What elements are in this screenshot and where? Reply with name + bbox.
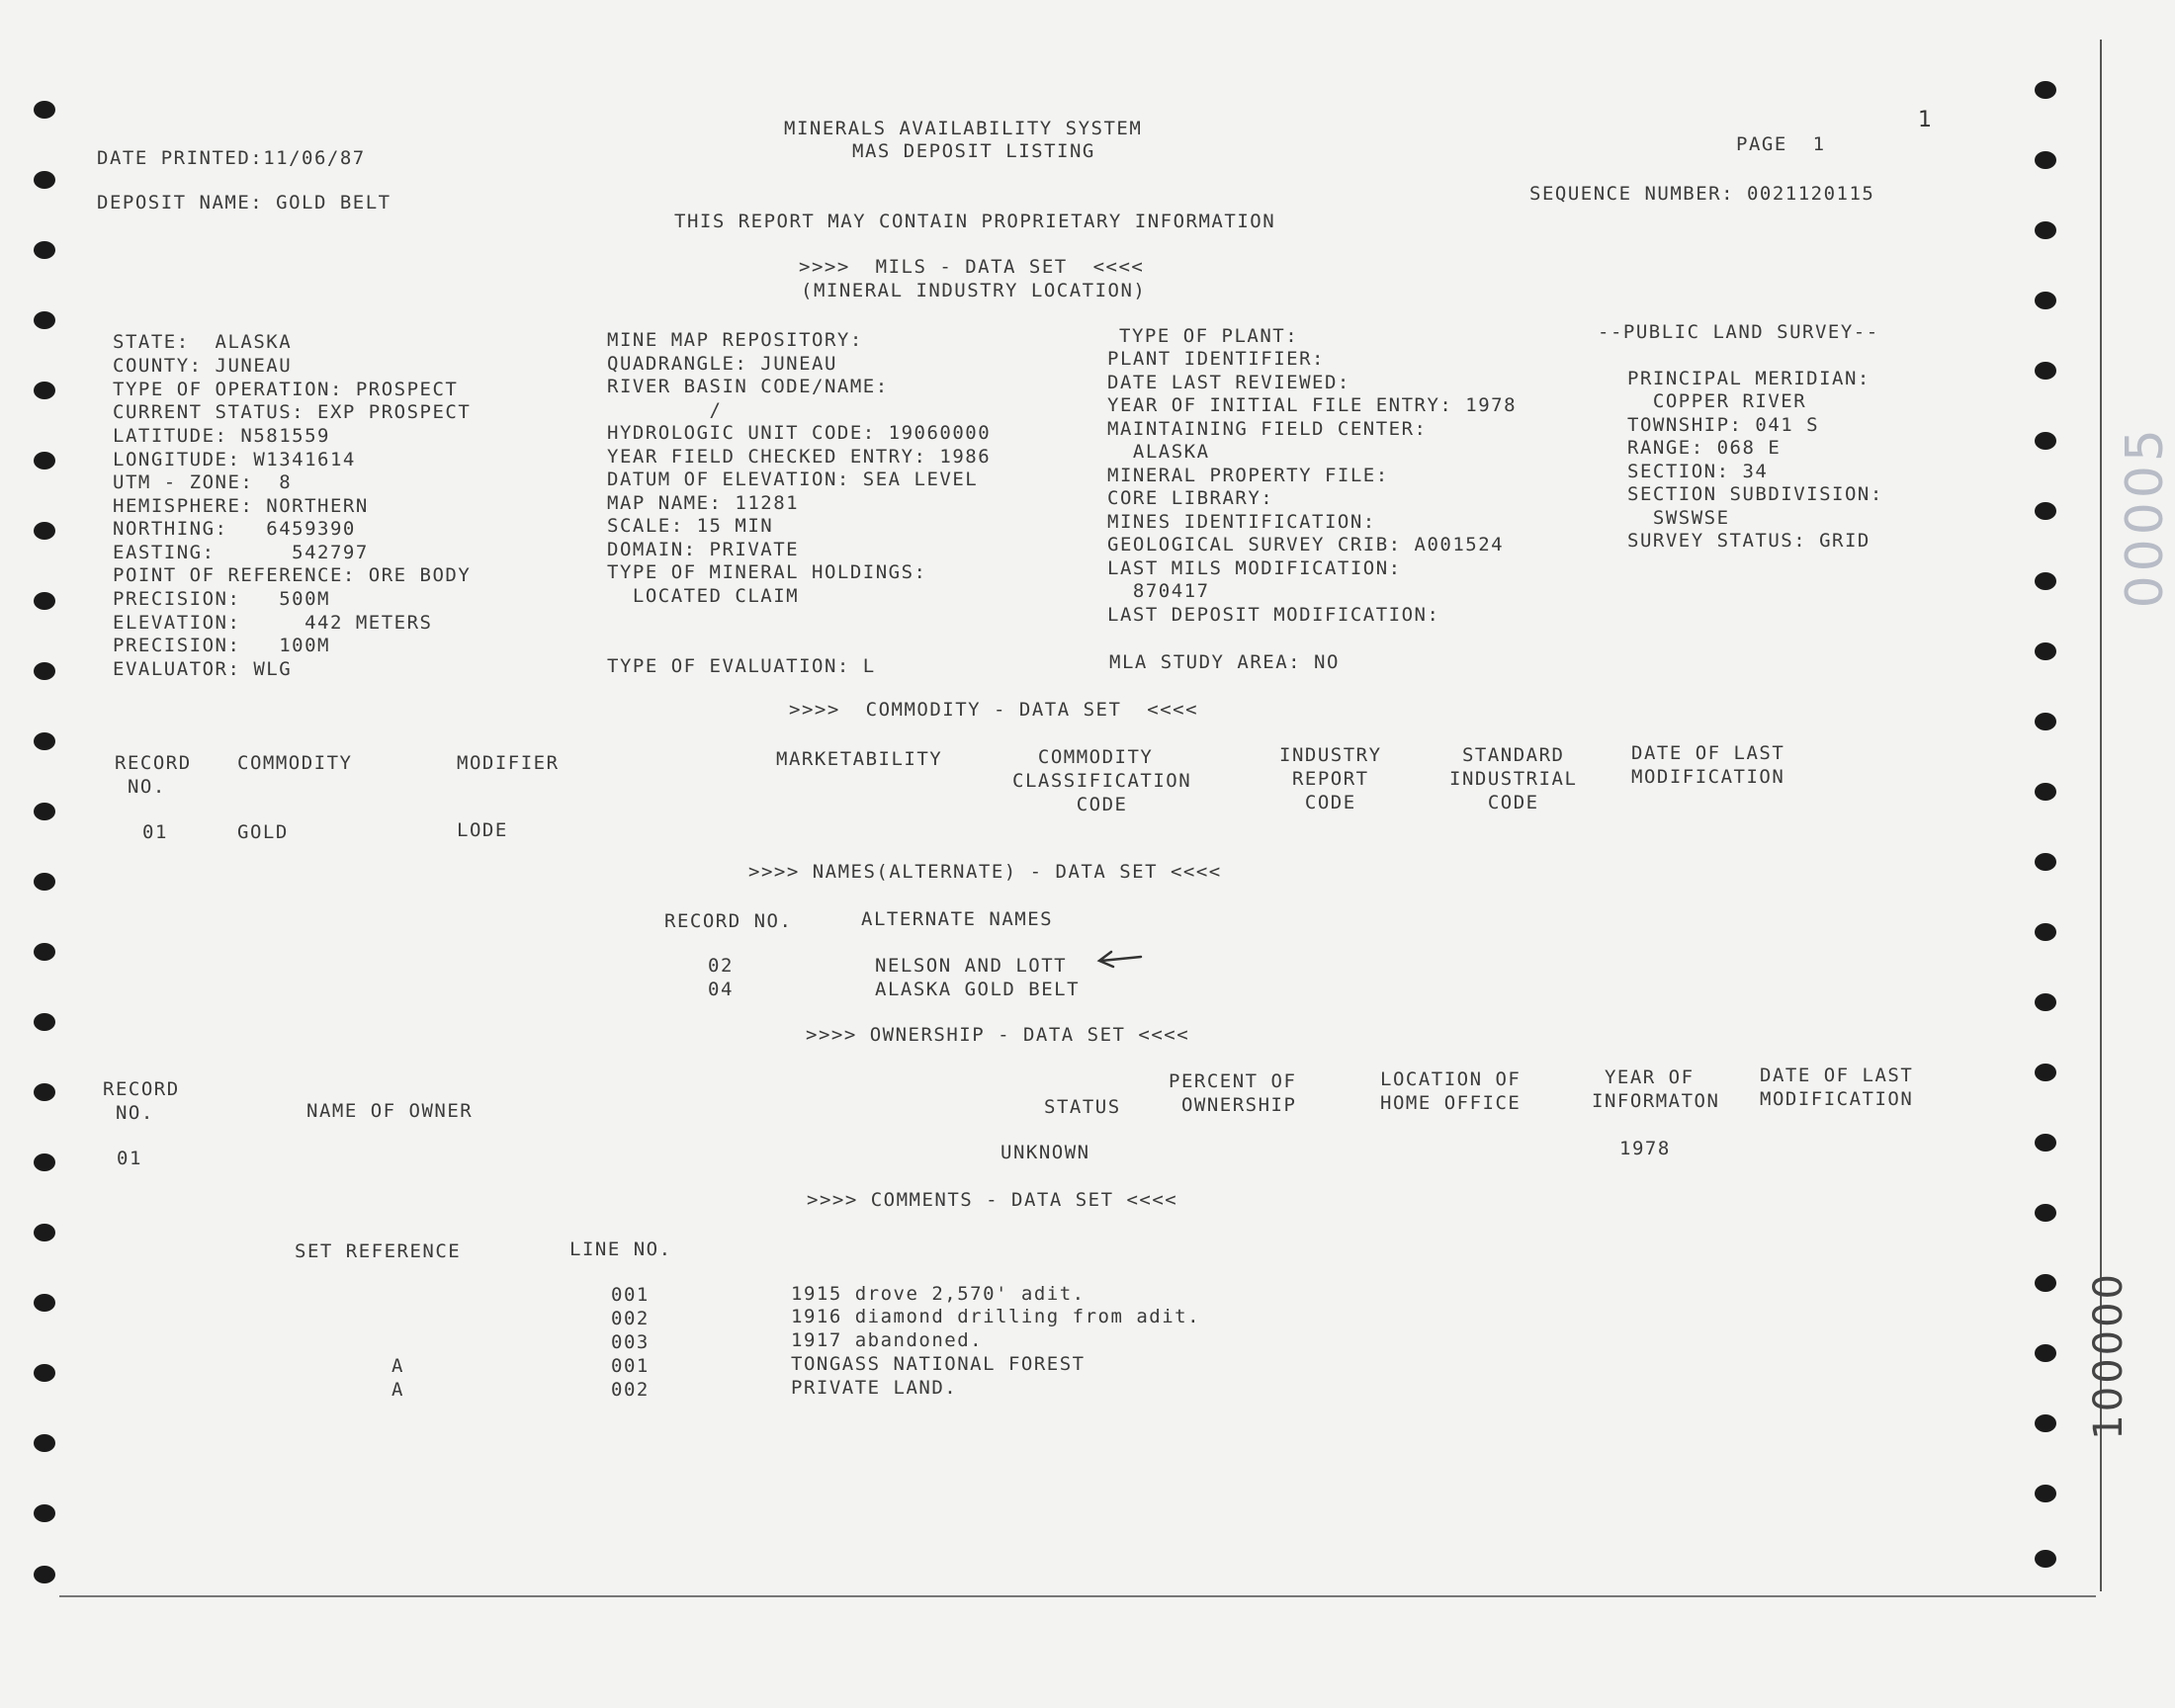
mils-field: QUADRANGLE: JUNEAU — [607, 353, 837, 375]
mils-field: SWSWSE — [1627, 507, 1730, 529]
mla-study-area: MLA STUDY AREA: NO — [1109, 651, 1340, 673]
feed-hole — [2035, 713, 2056, 730]
listing-title: MAS DEPOSIT LISTING — [852, 140, 1095, 162]
col-header-status: STATUS — [1044, 1096, 1121, 1118]
col-header-modifier: MODIFIER — [457, 752, 560, 774]
mils-field: MAINTAINING FIELD CENTER: — [1107, 418, 1428, 440]
alternate-name: NELSON AND LOTT — [875, 955, 1068, 977]
feed-hole — [2035, 993, 2056, 1011]
mils-field: LONGITUDE: W1341614 — [113, 449, 356, 470]
feed-hole — [2035, 1485, 2056, 1502]
commodity-heading: >>>> COMMODITY - DATA SET <<<< — [789, 699, 1199, 721]
feed-hole — [34, 1013, 55, 1031]
feed-hole — [34, 1294, 55, 1312]
page-label: PAGE 1 — [1736, 133, 1826, 155]
feed-hole — [34, 1153, 55, 1171]
mils-field: COPPER RIVER — [1627, 390, 1807, 412]
comments-heading: >>>> COMMENTS - DATA SET <<<< — [807, 1189, 1178, 1211]
col-header-alternate-names: ALTERNATE NAMES — [861, 908, 1054, 930]
col-header-sic-code: STANDARD INDUSTRIAL CODE — [1449, 744, 1578, 813]
mils-field: LATITUDE: N581559 — [113, 425, 330, 447]
commodity-name: GOLD — [237, 821, 289, 843]
comment-text: 1915 drove 2,570' adit. — [791, 1283, 1086, 1305]
feed-hole — [34, 592, 55, 610]
comment-set-ref: A — [392, 1379, 404, 1401]
col-header-record-no: RECORD NO. — [115, 752, 192, 798]
mils-field: RANGE: 068 E — [1627, 437, 1782, 459]
mils-field: STATE: ALASKA — [113, 331, 293, 353]
comment-line-no: 001 — [611, 1355, 650, 1377]
feed-hole — [2035, 502, 2056, 520]
col-header-owner-record-no: RECORD NO. — [103, 1078, 180, 1124]
feed-hole — [2035, 1134, 2056, 1152]
mils-field: DOMAIN: PRIVATE — [607, 539, 800, 560]
mils-field: 870417 — [1107, 580, 1210, 602]
feed-hole — [34, 171, 55, 189]
mils-field: LAST MILS MODIFICATION: — [1107, 557, 1402, 579]
owner-status: UNKNOWN — [1000, 1142, 1090, 1163]
feed-hole — [34, 1083, 55, 1101]
feed-hole — [2035, 1274, 2056, 1292]
comment-line-no: 002 — [611, 1308, 650, 1329]
mils-field: HEMISPHERE: NORTHERN — [113, 495, 369, 517]
feed-hole — [34, 522, 55, 540]
feed-hole — [2035, 362, 2056, 380]
mils-field: NORTHING: 6459390 — [113, 518, 356, 540]
mils-field: LOCATED CLAIM — [607, 585, 800, 607]
public-land-survey-heading: --PUBLIC LAND SURVEY-- — [1598, 321, 1879, 343]
feed-hole — [2035, 1550, 2056, 1568]
col-header-name-of-owner: NAME OF OWNER — [306, 1100, 474, 1122]
col-header-year-of-information: YEAR OF INFORMATON — [1592, 1067, 1720, 1112]
mils-field: SECTION SUBDIVISION: — [1627, 483, 1883, 505]
ownership-heading: >>>> OWNERSHIP - DATA SET <<<< — [806, 1024, 1190, 1046]
commodity-record-no: 01 — [142, 821, 168, 843]
mils-field: ELEVATION: 442 METERS — [113, 612, 433, 634]
mils-field: SCALE: 15 MIN — [607, 515, 774, 537]
feed-hole — [34, 382, 55, 399]
mils-field: TYPE OF PLANT: — [1119, 325, 1299, 347]
feed-hole — [2035, 292, 2056, 309]
date-printed: DATE PRINTED:11/06/87 — [97, 147, 366, 169]
mils-field: MINE MAP REPOSITORY: — [607, 329, 863, 351]
feed-hole — [2035, 572, 2056, 590]
comment-line-no: 002 — [611, 1379, 650, 1401]
mils-field: CORE LIBRARY: — [1107, 487, 1274, 509]
feed-hole — [34, 803, 55, 820]
col-header-classification-code: COMMODITY CLASSIFICATION CODE — [1012, 746, 1192, 815]
mils-field: CURRENT STATUS: EXP PROSPECT — [113, 401, 472, 423]
feed-hole — [2035, 151, 2056, 169]
feed-hole — [2035, 1344, 2056, 1362]
mils-field: / — [607, 399, 723, 421]
feed-hole — [2035, 1064, 2056, 1081]
sequence-number: SEQUENCE NUMBER: 0021120115 — [1529, 183, 1875, 205]
comment-set-ref: A — [392, 1355, 404, 1377]
handwritten-page-number: 1 — [1918, 108, 1934, 132]
feed-hole — [34, 1364, 55, 1382]
mils-field: SURVEY STATUS: GRID — [1627, 530, 1870, 552]
comment-line-no: 001 — [611, 1284, 650, 1306]
feed-hole — [2035, 81, 2056, 99]
system-title: MINERALS AVAILABILITY SYSTEM — [784, 118, 1143, 139]
names-record-no: 04 — [708, 979, 734, 1000]
feed-hole — [2035, 1204, 2056, 1222]
comment-text: 1916 diamond drilling from adit. — [791, 1306, 1201, 1327]
names-record-no: 02 — [708, 955, 734, 977]
alternate-name: ALASKA GOLD BELT — [875, 979, 1081, 1000]
comment-text: PRIVATE LAND. — [791, 1377, 958, 1399]
mils-field: PRINCIPAL MERIDIAN: — [1627, 368, 1870, 389]
feed-hole — [2035, 783, 2056, 801]
mils-field: HYDROLOGIC UNIT CODE: 19060000 — [607, 422, 992, 444]
col-header-set-reference: SET REFERENCE — [295, 1240, 462, 1262]
feed-hole — [34, 241, 55, 259]
mils-field: ALASKA — [1107, 441, 1210, 463]
feed-hole — [2035, 923, 2056, 941]
side-stamp-lower: 100000 — [2086, 1271, 2132, 1440]
side-stamp-upper: 00005 — [2116, 425, 2175, 609]
comment-text: TONGASS NATIONAL FOREST — [791, 1353, 1086, 1375]
mils-field: EVALUATOR: WLG — [113, 658, 293, 680]
mils-field: EASTING: 542797 — [113, 542, 369, 563]
feed-hole — [2035, 1414, 2056, 1432]
mils-field: YEAR FIELD CHECKED ENTRY: 1986 — [607, 446, 992, 468]
mils-field: DATUM OF ELEVATION: SEA LEVEL — [607, 469, 979, 490]
mils-field: PRECISION: 500M — [113, 588, 330, 610]
col-header-marketability: MARKETABILITY — [776, 748, 943, 770]
feed-hole — [34, 1504, 55, 1522]
mils-field: MINERAL PROPERTY FILE: — [1107, 465, 1389, 486]
col-header-industry-report-code: INDUSTRY REPORT CODE — [1279, 744, 1382, 813]
mils-field: LAST DEPOSIT MODIFICATION: — [1107, 604, 1440, 626]
feed-hole — [34, 311, 55, 329]
col-header-percent-ownership: PERCENT OF OWNERSHIP — [1169, 1070, 1297, 1116]
mils-field: TOWNSHIP: 041 S — [1627, 414, 1820, 436]
mils-field: UTM - ZONE: 8 — [113, 471, 293, 493]
feed-hole — [34, 943, 55, 961]
type-of-evaluation: TYPE OF EVALUATION: L — [607, 655, 876, 677]
mils-heading: >>>> MILS - DATA SET <<<< — [799, 256, 1145, 278]
feed-hole — [34, 452, 55, 470]
mils-field: GEOLOGICAL SURVEY CRIB: A001524 — [1107, 534, 1505, 555]
deposit-name: DEPOSIT NAME: GOLD BELT — [97, 192, 392, 214]
mils-field: SECTION: 34 — [1627, 461, 1769, 482]
mils-field: POINT OF REFERENCE: ORE BODY — [113, 564, 472, 586]
mils-subheading: (MINERAL INDUSTRY LOCATION) — [801, 280, 1147, 301]
col-header-date-last-mod: DATE OF LAST MODIFICATION — [1631, 742, 1785, 788]
proprietary-notice: THIS REPORT MAY CONTAIN PROPRIETARY INFORMATION — [674, 211, 1276, 232]
owner-year: 1978 — [1619, 1138, 1671, 1159]
mils-field: RIVER BASIN CODE/NAME: — [607, 376, 889, 397]
feed-hole — [2035, 432, 2056, 450]
col-header-names-record-no: RECORD NO. — [664, 910, 793, 932]
comment-line-no: 003 — [611, 1331, 650, 1353]
col-header-location-home-office: LOCATION OF HOME OFFICE — [1380, 1068, 1522, 1114]
owner-record-no: 01 — [117, 1148, 142, 1169]
mils-field: TYPE OF MINERAL HOLDINGS: — [607, 561, 927, 583]
col-header-commodity: COMMODITY — [237, 752, 353, 774]
feed-hole — [34, 101, 55, 119]
mils-field: PRECISION: 100M — [113, 635, 330, 656]
col-header-line-no: LINE NO. — [569, 1238, 672, 1260]
feed-hole — [34, 1434, 55, 1452]
feed-hole — [34, 732, 55, 750]
mils-field: TYPE OF OPERATION: PROSPECT — [113, 379, 459, 400]
mils-field: MINES IDENTIFICATION: — [1107, 511, 1376, 533]
mils-field: COUNTY: JUNEAU — [113, 355, 293, 377]
feed-hole — [2035, 642, 2056, 660]
feed-hole — [34, 1224, 55, 1241]
feed-hole — [2035, 221, 2056, 239]
feed-hole — [34, 873, 55, 891]
mils-field: YEAR OF INITIAL FILE ENTRY: 1978 — [1107, 394, 1518, 416]
feed-hole — [2035, 853, 2056, 871]
commodity-modifier: LODE — [457, 819, 508, 841]
feed-hole — [34, 662, 55, 680]
names-heading: >>>> NAMES(ALTERNATE) - DATA SET <<<< — [748, 861, 1222, 883]
mils-field: PLANT IDENTIFIER: — [1107, 348, 1325, 370]
mils-field: DATE LAST REVIEWED: — [1107, 372, 1350, 393]
comment-text: 1917 abandoned. — [791, 1329, 984, 1351]
col-header-owner-date-last-mod: DATE OF LAST MODIFICATION — [1760, 1065, 1914, 1110]
handwritten-arrow-icon — [1095, 949, 1145, 971]
mils-field: MAP NAME: 11281 — [607, 492, 800, 514]
feed-hole — [34, 1566, 55, 1583]
paper-edge-bottom — [59, 1595, 2096, 1597]
